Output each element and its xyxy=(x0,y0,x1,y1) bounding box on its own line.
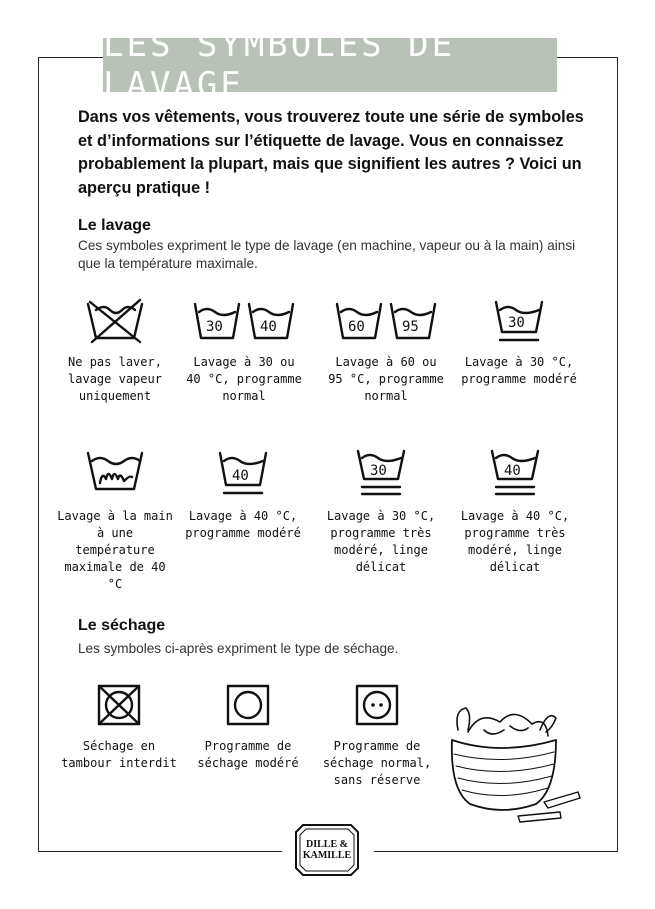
symbol-no-wash xyxy=(56,296,174,405)
laundry-basket-illustration xyxy=(440,700,600,830)
washing-heading: Le lavage xyxy=(78,217,151,234)
washing-description: Ces symboles expriment le type de lavage (en machine, vapeur ou à la main) ainsi que la température maximale. xyxy=(78,238,576,271)
temp-label: 95 xyxy=(402,319,419,335)
symbol-caption: Programme de séchage normal, sans réserve xyxy=(322,739,432,787)
symbol-no-tumble-dry xyxy=(60,680,178,772)
no-wash-icon xyxy=(80,296,150,346)
symbol-caption: Séchage en tambour interdit xyxy=(61,739,177,770)
wash-tub-moderate-icon xyxy=(484,296,554,346)
drying-heading: Le séchage xyxy=(78,617,166,634)
intro-paragraph: Dans vos vêtements, vous trouverez toute une série de symboles et d’informations sur l’étiquette de lavage. Vous en connaissez probablement la plupart, mais que signifient les autres ? Voici un aperçu pratique ! xyxy=(78,108,584,197)
temp-label: 40 xyxy=(260,319,277,335)
symbol-wash-30-40 xyxy=(185,296,303,405)
wash-tub-delicate-icon xyxy=(480,445,550,500)
temp-label: 40 xyxy=(232,468,249,484)
page-title: LES SYMBOLES DE LAVAGE xyxy=(103,25,456,105)
symbol-tumble-dry-normal xyxy=(318,680,436,789)
temp-label: 30 xyxy=(370,463,387,479)
temp-label: 30 xyxy=(206,319,223,335)
temp-label: 30 xyxy=(508,315,525,331)
symbol-caption: Programme de séchage modéré xyxy=(197,739,299,770)
symbol-caption: Lavage à 40 °C, programme très modéré, linge délicat xyxy=(460,509,570,574)
tumble-dry-moderate-icon xyxy=(220,680,276,730)
symbol-caption: Lavage à la main à une température maximale de 40 °C xyxy=(57,509,173,591)
logo-line-2: KAMILLE xyxy=(302,850,352,861)
symbol-tumble-dry-moderate xyxy=(189,680,307,772)
wash-tub-moderate-icon xyxy=(208,445,278,500)
logo-text xyxy=(293,839,361,861)
symbol-wash-40-moderate xyxy=(184,445,302,542)
temp-label: 40 xyxy=(504,463,521,479)
wash-tub-delicate-icon xyxy=(346,445,416,500)
logo-line-1: DILLE & xyxy=(306,839,348,850)
symbol-wash-30-delicate xyxy=(322,445,440,576)
symbol-hand-wash xyxy=(56,445,174,593)
symbol-caption: Lavage à 30 ou 40 °C, programme normal xyxy=(186,355,302,403)
wash-tubs-icon xyxy=(189,296,299,346)
symbol-caption: Lavage à 40 °C, programme modéré xyxy=(185,509,301,540)
symbol-wash-30-moderate xyxy=(460,296,578,388)
wash-tubs-icon xyxy=(331,296,441,346)
symbol-caption: Lavage à 30 °C, programme très modéré, linge délicat xyxy=(326,509,436,574)
brand-logo xyxy=(293,822,361,878)
temp-label: 60 xyxy=(348,319,365,335)
symbol-wash-40-delicate xyxy=(456,445,574,576)
hand-wash-icon xyxy=(80,445,150,500)
tumble-dry-normal-icon xyxy=(349,680,405,730)
drying-description: Les symboles ci-après expriment le type de séchage. xyxy=(78,641,399,656)
no-tumble-dry-icon xyxy=(91,680,147,730)
symbol-wash-60-95 xyxy=(327,296,445,405)
symbol-caption: Lavage à 30 °C, programme modéré xyxy=(461,355,577,386)
symbol-caption: Lavage à 60 ou 95 °C, programme normal xyxy=(328,355,444,403)
symbol-caption: Ne pas laver, lavage vapeur uniquement xyxy=(68,355,162,403)
